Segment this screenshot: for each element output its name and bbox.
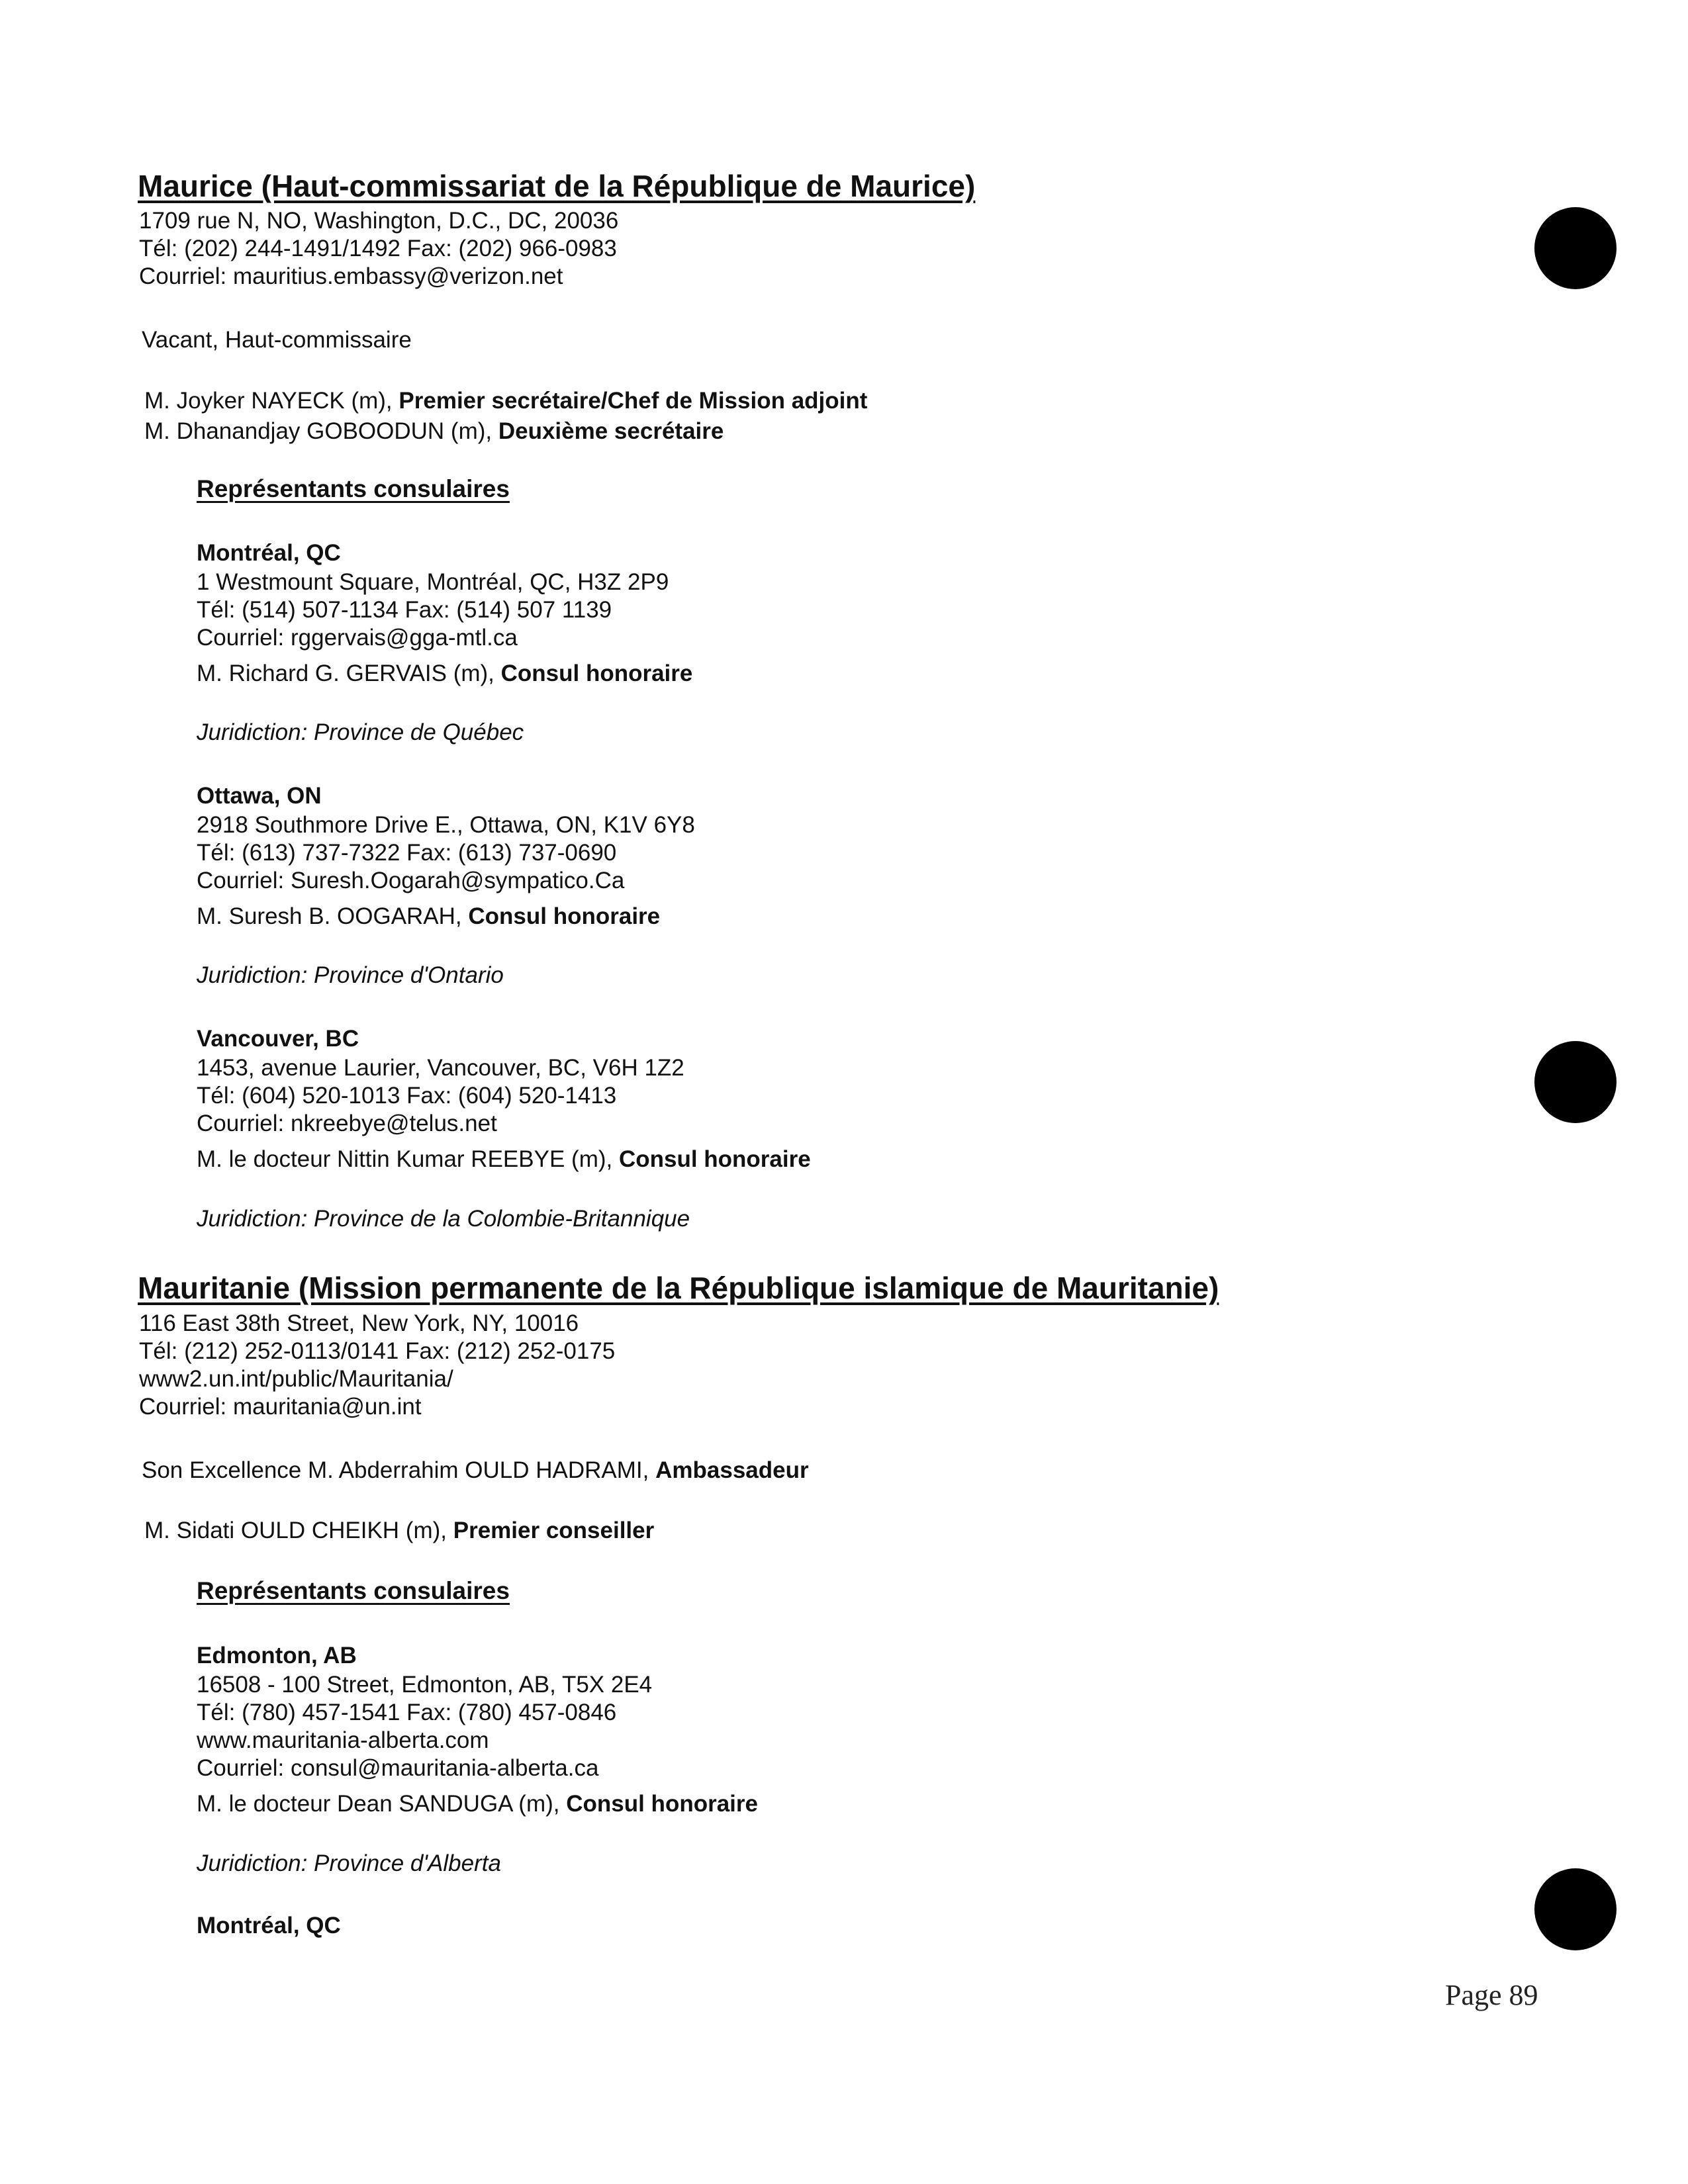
consulate-email: Courriel: Suresh.Oogarah@sympatico.Ca bbox=[197, 868, 625, 893]
staff-name: M. Joyker NAYECK (m), bbox=[144, 388, 399, 414]
consulate-city: Vancouver, BC bbox=[197, 1026, 359, 1052]
section-heading-mauritanie: Mauritanie (Mission permanente de la République islamique de Mauritanie) bbox=[138, 1271, 1219, 1305]
person-role: Consul honoraire bbox=[500, 660, 693, 686]
mauritanie-address: 116 East 38th Street, New York, NY, 10016 bbox=[139, 1310, 579, 1336]
consulate-city: Montréal, QC bbox=[197, 1913, 341, 1938]
staff-title: Deuxième secrétaire bbox=[498, 418, 724, 444]
section-heading-maurice: Maurice (Haut-commissariat de la République de Maurice) bbox=[138, 169, 976, 203]
staff-entry bbox=[144, 387, 867, 415]
consular-heading: Représentants consulaires bbox=[197, 1577, 510, 1604]
person-role: Consul honoraire bbox=[618, 1146, 811, 1172]
staff-entry bbox=[144, 418, 724, 445]
consulate-phone: Tél: (613) 737-7322 Fax: (613) 737-0690 bbox=[197, 840, 617, 866]
consulate-phone: Tél: (604) 520-1013 Fax: (604) 520-1413 bbox=[197, 1083, 617, 1109]
staff-name: M. Dhanandjay GOBOODUN (m), bbox=[144, 418, 498, 444]
person-role: Consul honoraire bbox=[566, 1791, 758, 1817]
maurice-email: Courriel: mauritius.embassy@verizon.net bbox=[139, 263, 563, 289]
consulate-jurisdiction: Juridiction: Province d'Ontario bbox=[197, 962, 504, 988]
consulate-address: 1453, avenue Laurier, Vancouver, BC, V6H 1Z2 bbox=[197, 1055, 684, 1081]
consulate-phone: Tél: (514) 507-1134 Fax: (514) 507 1139 bbox=[197, 597, 612, 623]
consulate-jurisdiction: Juridiction: Province de Québec bbox=[197, 719, 524, 745]
binder-hole bbox=[1534, 207, 1617, 289]
ambassador-title: Ambassadeur bbox=[655, 1457, 809, 1483]
maurice-head-of-mission: Vacant, Haut-commissaire bbox=[142, 327, 412, 353]
consulate-email: Courriel: rggervais@gga-mtl.ca bbox=[197, 625, 518, 651]
ambassador-name: Son Excellence M. Abderrahim OULD HADRAMI, bbox=[142, 1457, 656, 1483]
binder-hole bbox=[1534, 1041, 1617, 1123]
consulate-city: Ottawa, ON bbox=[197, 783, 322, 809]
consulate-address: 16508 - 100 Street, Edmonton, AB, T5X 2E4 bbox=[197, 1672, 653, 1698]
person-name: M. Suresh B. OOGARAH, bbox=[197, 903, 469, 929]
maurice-address: 1709 rue N, NO, Washington, D.C., DC, 20036 bbox=[139, 208, 619, 234]
consulate-email: Courriel: nkreebye@telus.net bbox=[197, 1111, 497, 1136]
person-name: M. le docteur Dean SANDUGA (m), bbox=[197, 1791, 567, 1817]
consulate-city: Montréal, QC bbox=[197, 540, 341, 566]
staff-entry bbox=[144, 1517, 654, 1545]
binder-hole bbox=[1534, 1868, 1617, 1950]
consulate-address: 1 Westmount Square, Montréal, QC, H3Z 2P9 bbox=[197, 569, 669, 595]
consulate-jurisdiction: Juridiction: Province de la Colombie-Britannique bbox=[197, 1206, 690, 1232]
consulate-jurisdiction: Juridiction: Province d'Alberta bbox=[197, 1850, 501, 1876]
consulate-website: www.mauritania-alberta.com bbox=[197, 1727, 489, 1753]
consulate-person bbox=[197, 1790, 758, 1818]
consulate-address: 2918 Southmore Drive E., Ottawa, ON, K1V 6Y8 bbox=[197, 812, 695, 838]
mauritanie-website: www2.un.int/public/Mauritania/ bbox=[139, 1366, 453, 1392]
person-name: M. Richard G. GERVAIS (m), bbox=[197, 660, 501, 686]
consulate-email: Courriel: consul@mauritania-alberta.ca bbox=[197, 1755, 599, 1781]
consulate-person bbox=[197, 1146, 811, 1173]
page-number: Page 89 bbox=[1445, 1979, 1538, 2011]
staff-title: Premier secrétaire/Chef de Mission adjoint bbox=[399, 388, 868, 414]
mauritanie-email: Courriel: mauritania@un.int bbox=[139, 1394, 422, 1420]
consular-heading: Représentants consulaires bbox=[197, 475, 510, 502]
staff-name: M. Sidati OULD CHEIKH (m), bbox=[144, 1518, 453, 1543]
consulate-phone: Tél: (780) 457-1541 Fax: (780) 457-0846 bbox=[197, 1700, 617, 1725]
consulate-city: Edmonton, AB bbox=[197, 1643, 357, 1668]
mauritanie-ambassador bbox=[142, 1457, 809, 1484]
maurice-phone: Tél: (202) 244-1491/1492 Fax: (202) 966-0983 bbox=[139, 236, 617, 261]
person-name: M. le docteur Nittin Kumar REEBYE (m), bbox=[197, 1146, 619, 1172]
mauritanie-phone: Tél: (212) 252-0113/0141 Fax: (212) 252-0175 bbox=[139, 1338, 616, 1364]
consulate-person bbox=[197, 660, 692, 688]
person-role: Consul honoraire bbox=[468, 903, 661, 929]
consulate-person bbox=[197, 903, 660, 931]
staff-title: Premier conseiller bbox=[453, 1518, 655, 1543]
